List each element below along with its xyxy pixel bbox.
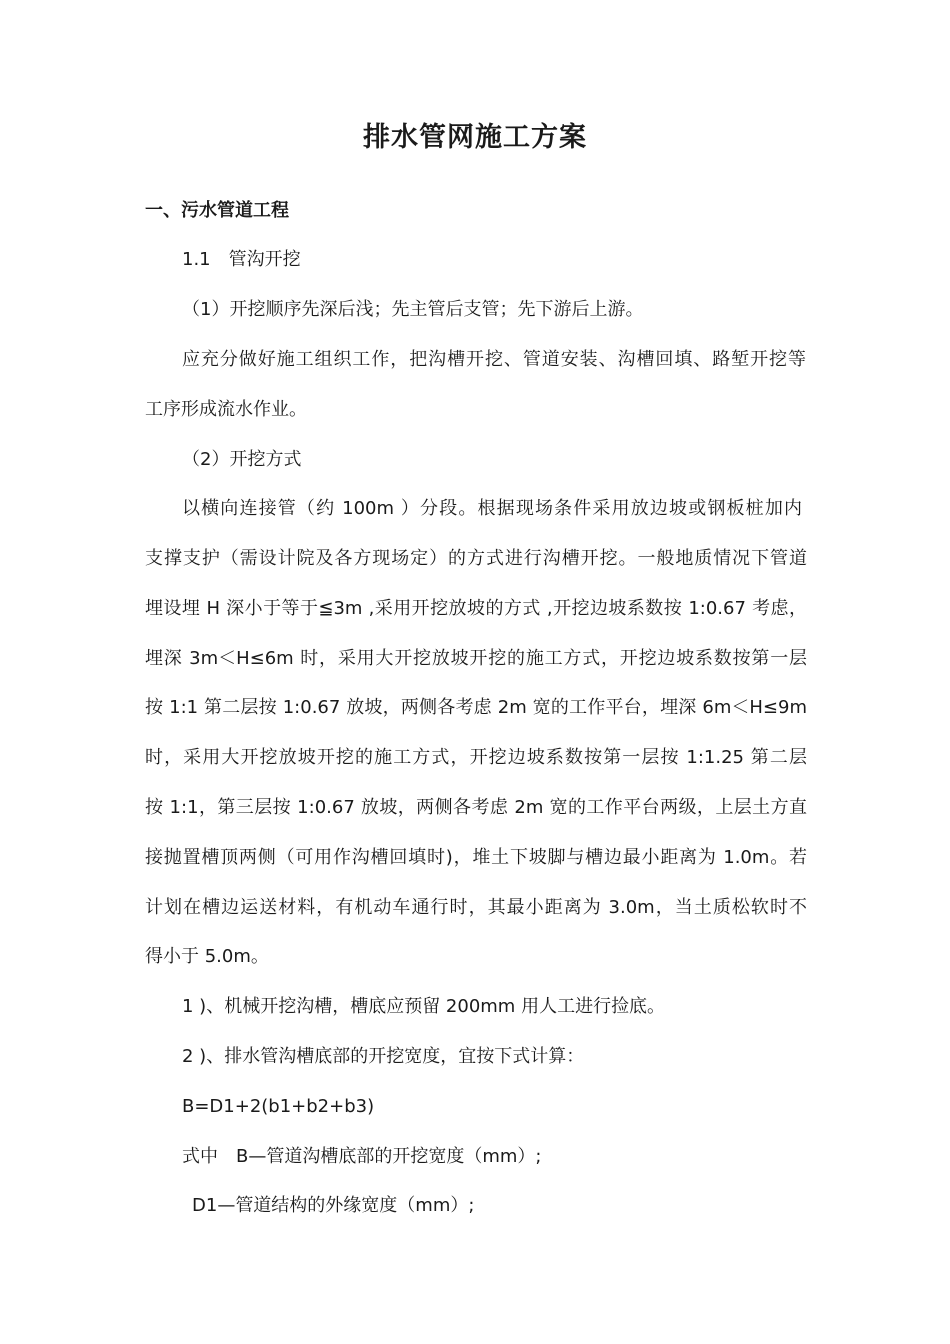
list-item-2: 2 )、排水管沟槽底部的开挖宽度，宜按下式计算： — [182, 1046, 585, 1067]
item-1: （1）开挖顺序先深后浅；先主管后支管；先下游后上游。 — [182, 299, 644, 320]
para-2-line-6: 时，采用大开挖放坡开挖的施工方式，开挖边坡系数按第一层按 1:1.25 第二层 — [145, 747, 807, 768]
list-item-1: 1 )、机械开挖沟槽，槽底应预留 200mm 用人工进行捡底。 — [182, 996, 666, 1017]
para-2-line-7: 按 1:1，第三层按 1:0.67 放坡，两侧各考虑 2m 宽的工作平台两级，上层土方直 — [145, 797, 807, 818]
para-1-line-1: 应充分做好施工组织工作，把沟槽开挖、管道安装、沟槽回填、路堑开挖等 — [182, 349, 806, 370]
para-2-line-3: 埋设埋 H 深小于等于≦3m ,采用开挖放坡的方式 ,开挖边坡系数按 1:0.67 考虑， — [145, 598, 807, 619]
formula: B=D1+2(b1+b2+b3) — [182, 1096, 375, 1117]
para-2-line-5: 按 1:1 第二层按 1:0.67 放坡，两侧各考虑 2m 宽的工作平台，埋深 6m＜H≤9m — [145, 697, 807, 718]
para-2-line-10: 得小于 5.0m。 — [145, 946, 269, 967]
formula-where-line: 式中 B—管道沟槽底部的开挖宽度（mm）; — [182, 1146, 542, 1167]
para-2-line-1: 以横向连接管（约 100m ）分段。根据现场条件采用放边坡或钢板桩加内 — [182, 498, 802, 519]
subsection-heading: 1.1 管沟开挖 — [182, 249, 301, 270]
para-2-line-2: 支撑支护（需设计院及各方现场定）的方式进行沟槽开挖。一般地质情况下管道 — [145, 548, 807, 569]
formula-d1-line: D1—管道结构的外缘宽度（mm）; — [192, 1195, 475, 1216]
item-2: （2）开挖方式 — [182, 449, 302, 470]
para-1-line-2: 工序形成流水作业。 — [145, 399, 307, 420]
para-2-line-4: 埋深 3m＜H≤6m 时，采用大开挖放坡开挖的施工方式，开挖边坡系数按第一层 — [145, 648, 807, 669]
para-2-line-9: 计划在槽边运送材料，有机动车通行时，其最小距离为 3.0m，当土质松软时不 — [145, 897, 807, 918]
section-heading: 一、污水管道工程 — [145, 200, 289, 221]
document-title: 排水管网施工方案 — [363, 122, 587, 153]
para-2-line-8: 接抛置槽顶两侧（可用作沟槽回填时)，堆土下坡脚与槽边最小距离为 1.0m。若 — [145, 847, 807, 868]
